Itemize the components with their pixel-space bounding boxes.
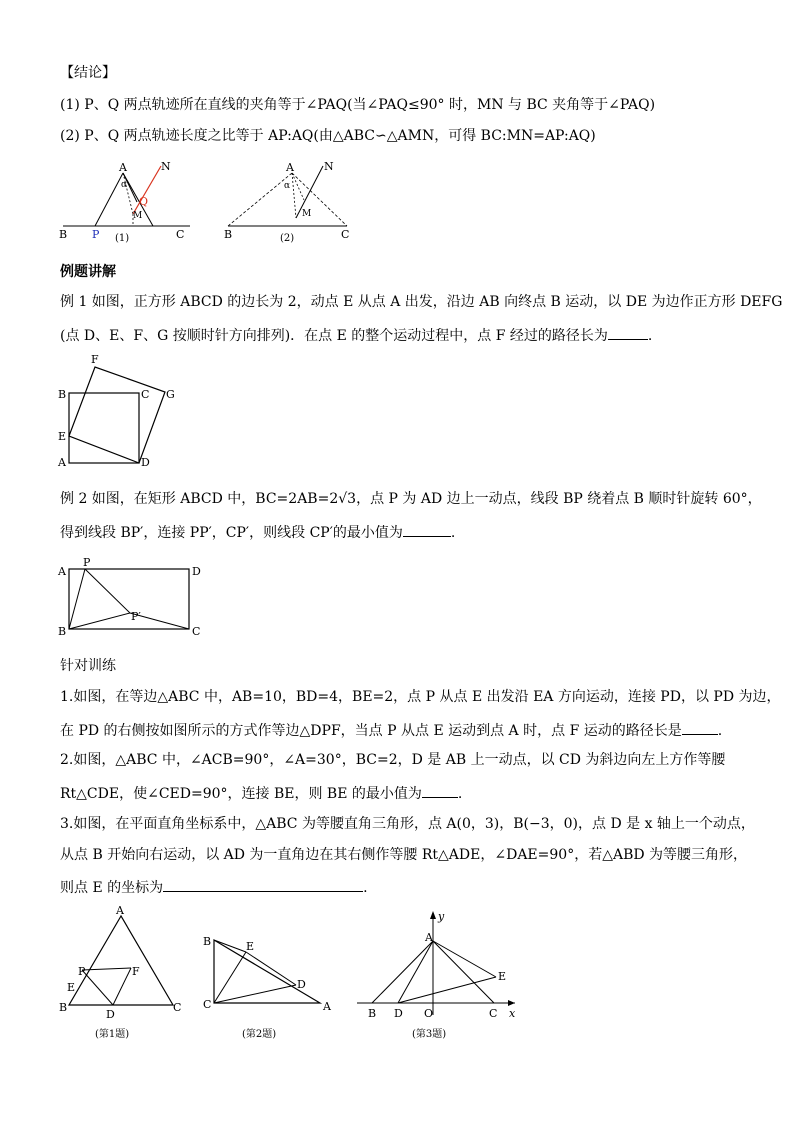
fig2-label-B: B [224,228,233,241]
ex2-label-P: P [83,556,91,569]
q3-caption: (第3题) [412,1029,447,1040]
q2-label-C: C [203,998,212,1011]
fig2-label-alpha: α [284,181,291,191]
q1-label-B: B [59,1001,68,1014]
q3-label-E: E [498,970,507,983]
ex1-label-D: D [141,456,150,469]
example1-line-1: 例 1 如图，正方形 ABCD 的边长为 2，动点 E 从点 A 出发，沿边 AB 向终点 B 运动，以 DE 为边作正方形 DEFG [60,294,783,310]
ex2-label-A: A [58,565,66,578]
conclusion-line-1: (1) P、Q 两点轨迹所在直线的夹角等于∠PAQ(当∠PAQ≤90° 时，MN 与 BC 夹角等于∠PAQ) [60,97,656,113]
fig2-label-M: M [302,209,312,219]
example2-line-1: 例 2 如图，在矩形 ABCD 中，BC=2AB=2√3，点 P 为 AD 边上一动点，线段 BP 绕着点 B 顺时针旋转 60°， [60,491,762,507]
ex1-label-F: F [91,353,99,366]
conclusion-figure-2 [220,158,360,248]
q2-label-D: D [297,978,306,991]
example2-figure [55,555,215,640]
fig2-caption: (2) [280,233,295,244]
q1-label-F: F [132,965,140,978]
q1-label-P: P [78,965,86,978]
conclusion-figure-1 [55,158,195,248]
question3-line-3-text: 则点 E 的坐标为 [60,880,164,896]
q3-label-O: O [424,1007,434,1020]
fig2-label-N: N [324,160,334,173]
ex1-label-C: C [141,388,150,401]
ex2-label-D: D [192,565,201,578]
example2-line-2-text: 得到线段 BP′，连接 PP′，CP′，则线段 CP′的最小值为 [60,525,403,541]
question2-line-1: 2.如图，△ABC 中，∠ACB=90°，∠A=30°，BC=2，D 是 AB 上一动点，以 CD 为斜边向左上方作等腰 [60,752,726,768]
example1-figure [55,350,185,470]
question2-end: . [457,786,463,802]
example2-end: . [450,525,456,541]
conclusion-line-2: (2) P、Q 两点轨迹长度之比等于 AP:AQ(由△ABC∽△AMN，可得 BC:MN=AP:AQ) [60,128,596,144]
fig1-label-B: B [59,228,68,241]
example2-line-2 [60,522,455,542]
ex1-label-B: B [58,388,67,401]
ex2-label-C: C [192,625,201,638]
question3-line-2: 从点 B 开始向右运动，以 AD 为一直角边在其右侧作等腰 Rt△ADE，∠DAE=90°，若△ABD 为等腰三角形， [60,847,748,863]
q3-label-B: B [368,1007,377,1020]
q2-label-E: E [246,940,255,953]
example1-answer-blank[interactable] [608,325,648,340]
question2-line-2 [60,783,462,803]
q1-label-D: D [106,1008,115,1021]
question3-end: . [363,880,368,896]
q1-label-E: E [67,981,76,994]
q3-label-x: x [509,1007,516,1020]
example1-line-2-text: (点 D、E、F、G 按顺时针方向排列)．在点 E 的整个运动过程中，点 F 经过的路径长为 [60,328,608,344]
q3-label-A: A [425,931,433,944]
fig1-label-A: A [119,161,127,174]
question1-line-1: 1.如图，在等边△ABC 中，AB=10，BD=4，BE=2，点 P 从点 E 出发沿 EA 方向运动，连接 PD，以 PD 为边， [60,689,781,705]
question2-figure [200,928,345,1047]
ex2-label-Pprime: P′ [131,610,141,623]
example1-line-2 [60,325,652,345]
q1-label-C: C [173,1001,182,1014]
question1-end: . [717,723,723,739]
question1-line-2-text: 在 PD 的右侧按如图所示的方式作等边△DPF，当点 P 从点 E 运动到点 A 时，点 F 运动的路径长是 [60,723,682,739]
q3-label-D: D [394,1007,403,1020]
fig1-label-N: N [161,160,171,173]
question3-answer-blank[interactable] [163,877,363,892]
q1-label-A: A [116,904,124,917]
question3-figure [352,905,527,1047]
question1-figure [55,902,190,1047]
question1-answer-blank[interactable] [682,720,718,735]
fig2-label-A: A [286,161,294,174]
example1-end: . [647,328,653,344]
q2-label-A: A [323,1000,331,1013]
ex1-label-G: G [166,388,175,401]
fig2-label-C: C [341,228,350,241]
ex1-label-A: A [58,456,66,469]
question2-answer-blank[interactable] [422,783,458,798]
fig1-label-M: M [133,211,143,221]
question3-line-1: 3.如图，在平面直角坐标系中，△ABC 为等腰直角三角形，点 A(0，3)，B(−3，0)，点 D 是 x 轴上一个动点， [60,816,755,832]
fig1-label-P: P [92,228,100,241]
fig1-label-Q: Q [139,195,149,208]
fig1-label-alpha: α [121,180,128,190]
fig1-caption: (1) [115,233,130,244]
training-heading: 针对训练 [60,658,116,674]
question3-line-3 [60,877,368,897]
q3-label-y: y [438,910,445,923]
q2-caption: (第2题) [242,1029,277,1040]
fig1-label-C: C [176,228,185,241]
q3-label-C: C [489,1007,498,1020]
question1-line-2 [60,720,722,740]
conclusion-heading: 【结论】 [60,65,116,81]
ex1-label-E: E [58,430,67,443]
ex2-label-B: B [58,625,67,638]
question2-line-2-text: Rt△CDE，使∠CED=90°，连接 BE，则 BE 的最小值为 [60,786,422,802]
examples-heading: 例题讲解 [60,264,116,280]
q1-caption: (第1题) [95,1029,130,1040]
example2-answer-blank[interactable] [403,522,451,537]
q2-label-B: B [203,935,212,948]
